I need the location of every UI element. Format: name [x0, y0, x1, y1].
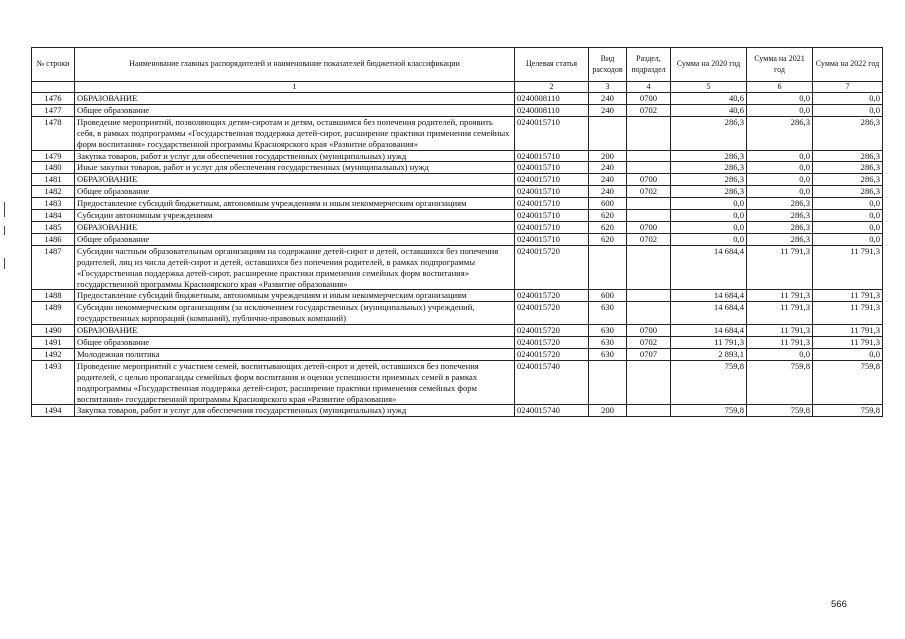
row-number: 1479 [32, 150, 75, 162]
scan-edge-mark [4, 258, 5, 269]
amount-2022: 0,0 [813, 104, 883, 116]
amount-2020: 286,3 [671, 174, 747, 186]
row-name: Общее образование [75, 233, 515, 245]
target-article: 0240008110 [515, 104, 589, 116]
amount-2020: 40,6 [671, 93, 747, 105]
amount-2020: 40,6 [671, 104, 747, 116]
amount-2022: 759,8 [813, 360, 883, 405]
header-row [32, 48, 883, 82]
table-body [32, 93, 883, 417]
section-code: 0702 [627, 233, 671, 245]
row-number: 1493 [32, 360, 75, 405]
col-number: 6 [747, 82, 813, 93]
section-code [627, 360, 671, 405]
row-name: Общее образование [75, 104, 515, 116]
target-article: 0240015720 [515, 348, 589, 360]
row-number: 1477 [32, 104, 75, 116]
row-name: ОБРАЗОВАНИЕ [75, 325, 515, 337]
row-number: 1481 [32, 174, 75, 186]
section-code [627, 302, 671, 325]
expense-type: 620 [589, 210, 627, 222]
amount-2021: 759,8 [747, 360, 813, 405]
row-name: ОБРАЗОВАНИЕ [75, 174, 515, 186]
amount-2021: 286,3 [747, 210, 813, 222]
expense-type [589, 116, 627, 150]
section-code: 0702 [627, 104, 671, 116]
amount-2020: 759,8 [671, 360, 747, 405]
table-row [32, 198, 883, 210]
row-number: 1491 [32, 337, 75, 349]
column-number-row [32, 82, 883, 93]
target-article: 0240008110 [515, 93, 589, 105]
row-name: Субсидии автономным учреждениям [75, 210, 515, 222]
amount-2020: 11 791,3 [671, 337, 747, 349]
amount-2020: 14 684,4 [671, 302, 747, 325]
amount-2021: 0,0 [747, 174, 813, 186]
row-name: Субсидии частным образовательным организациям на содержание детей-сирот и детей, оставшихся без попечения родителей, лиц из числа детей-сирот и детей, оставшихся без попечения родителей, в рамках подпрограммы «Государственная поддержка детей-сирот, расширение практики применения семейных форм воспитания» государственной программы Красноярского края «Развитие образования» [75, 245, 515, 290]
row-name: ОБРАЗОВАНИЕ [75, 221, 515, 233]
amount-2020: 2 893,1 [671, 348, 747, 360]
amount-2022: 286,3 [813, 116, 883, 150]
amount-2022: 0,0 [813, 198, 883, 210]
row-number: 1487 [32, 245, 75, 290]
row-number: 1489 [32, 302, 75, 325]
col-number: 7 [813, 82, 883, 93]
row-number: 1494 [32, 405, 75, 417]
amount-2021: 286,3 [747, 233, 813, 245]
header-2021: Сумма на 2021 год [747, 48, 813, 82]
table-row [32, 245, 883, 290]
amount-2022: 11 791,3 [813, 302, 883, 325]
amount-2022: 11 791,3 [813, 337, 883, 349]
amount-2021: 11 791,3 [747, 245, 813, 290]
section-code: 0700 [627, 325, 671, 337]
amount-2022: 286,3 [813, 162, 883, 174]
table-row [32, 302, 883, 325]
row-number: 1476 [32, 93, 75, 105]
header-section: Раздел, подраздел [627, 48, 671, 82]
expense-type: 620 [589, 233, 627, 245]
amount-2021: 0,0 [747, 150, 813, 162]
table-row [32, 221, 883, 233]
row-name: Проведение мероприятий, позволяющих детям-сиротам и детям, оставшимся без попечения родителей, проявить себя, в рамках подпрограммы «Государственная поддержка детей-сирот, расширение практики применения семейных форм воспитания» государственной программы Красноярского края «Развитие образования» [75, 116, 515, 150]
expense-type: 600 [589, 290, 627, 302]
expense-type: 200 [589, 405, 627, 417]
section-code: 0700 [627, 174, 671, 186]
col-number [32, 82, 75, 93]
row-number: 1488 [32, 290, 75, 302]
amount-2020: 286,3 [671, 186, 747, 198]
header-row-no: № строки [32, 48, 75, 82]
amount-2022: 11 791,3 [813, 245, 883, 290]
amount-2021: 286,3 [747, 116, 813, 150]
target-article: 0240015740 [515, 405, 589, 417]
target-article: 0240015710 [515, 174, 589, 186]
amount-2020: 0,0 [671, 221, 747, 233]
table-row [32, 233, 883, 245]
row-number: 1486 [32, 233, 75, 245]
expense-type: 630 [589, 348, 627, 360]
amount-2021: 11 791,3 [747, 302, 813, 325]
row-number: 1490 [32, 325, 75, 337]
target-article: 0240015720 [515, 337, 589, 349]
table-row [32, 93, 883, 105]
section-code: 0707 [627, 348, 671, 360]
row-name: Закупка товаров, работ и услуг для обеспечения государственных (муниципальных) нужд [75, 150, 515, 162]
section-code [627, 245, 671, 290]
amount-2021: 11 791,3 [747, 337, 813, 349]
row-number: 1482 [32, 186, 75, 198]
section-code: 0702 [627, 337, 671, 349]
amount-2020: 0,0 [671, 198, 747, 210]
amount-2021: 0,0 [747, 186, 813, 198]
row-number: 1480 [32, 162, 75, 174]
amount-2020: 0,0 [671, 210, 747, 222]
table-row [32, 116, 883, 150]
table-row [32, 150, 883, 162]
target-article: 0240015720 [515, 245, 589, 290]
col-number: 5 [671, 82, 747, 93]
amount-2020: 14 684,4 [671, 245, 747, 290]
expense-type: 630 [589, 337, 627, 349]
row-name: ОБРАЗОВАНИЕ [75, 93, 515, 105]
table-row [32, 360, 883, 405]
page-number: 566 [831, 599, 847, 610]
header-2020: Сумма на 2020 год [671, 48, 747, 82]
budget-table [31, 47, 883, 417]
target-article: 0240015710 [515, 210, 589, 222]
row-name: Молодежная политика [75, 348, 515, 360]
expense-type: 240 [589, 93, 627, 105]
row-name: Закупка товаров, работ и услуг для обеспечения государственных (муниципальных) нужд [75, 405, 515, 417]
section-code [627, 116, 671, 150]
table-row [32, 174, 883, 186]
amount-2022: 11 791,3 [813, 325, 883, 337]
amount-2022: 0,0 [813, 221, 883, 233]
row-number: 1484 [32, 210, 75, 222]
table-row [32, 104, 883, 116]
amount-2022: 0,0 [813, 210, 883, 222]
table-row [32, 162, 883, 174]
col-number: 4 [627, 82, 671, 93]
section-code [627, 290, 671, 302]
row-name: Общее образование [75, 186, 515, 198]
row-number: 1483 [32, 198, 75, 210]
target-article: 0240015720 [515, 290, 589, 302]
expense-type: 240 [589, 104, 627, 116]
amount-2022: 286,3 [813, 186, 883, 198]
target-article: 0240015740 [515, 360, 589, 405]
target-article: 0240015710 [515, 162, 589, 174]
target-article: 0240015710 [515, 221, 589, 233]
header-target: Целевая статья [515, 48, 589, 82]
target-article: 0240015710 [515, 150, 589, 162]
amount-2021: 0,0 [747, 162, 813, 174]
amount-2020: 286,3 [671, 116, 747, 150]
row-name: Предоставление субсидий бюджетным, автономным учреждениям и иным некоммерческим организациям [75, 290, 515, 302]
amount-2020: 286,3 [671, 150, 747, 162]
row-number: 1478 [32, 116, 75, 150]
amount-2021: 11 791,3 [747, 325, 813, 337]
section-code [627, 198, 671, 210]
amount-2020: 14 684,4 [671, 325, 747, 337]
amount-2022: 11 791,3 [813, 290, 883, 302]
amount-2022: 286,3 [813, 174, 883, 186]
row-name: Предоставление субсидий бюджетным, автономным учреждениям и иным некоммерческим организациям [75, 198, 515, 210]
header-name: Наименование главных распорядителей и наименование показателей бюджетной классификации [75, 48, 515, 82]
amount-2020: 286,3 [671, 162, 747, 174]
row-number: 1492 [32, 348, 75, 360]
amount-2022: 759,8 [813, 405, 883, 417]
row-name: Иные закупки товаров, работ и услуг для обеспечения государственных (муниципальных) нужд [75, 162, 515, 174]
section-code [627, 150, 671, 162]
expense-type [589, 360, 627, 405]
row-name: Проведение мероприятий с участием семей, воспитывающих детей-сирот и детей, оставшихся без попечения родителей, с целью пропаганды семейных форм воспитания и оценки успешности приемных семей в рамках подпрограммы «Государственная поддержка детей-сирот, расширение практики применения семейных форм воспитания» государственной программы Красноярского края «Развитие образования» [75, 360, 515, 405]
table-row [32, 337, 883, 349]
section-code [627, 405, 671, 417]
expense-type: 630 [589, 325, 627, 337]
amount-2020: 0,0 [671, 233, 747, 245]
expense-type: 240 [589, 174, 627, 186]
amount-2021: 759,8 [747, 405, 813, 417]
scan-edge-mark [4, 202, 5, 217]
col-number: 3 [589, 82, 627, 93]
section-code [627, 162, 671, 174]
header-expense-type: Вид расходов [589, 48, 627, 82]
col-number: 2 [515, 82, 589, 93]
table-row [32, 210, 883, 222]
expense-type: 240 [589, 162, 627, 174]
scan-edge-mark [4, 226, 5, 235]
expense-type [589, 245, 627, 290]
target-article: 0240015720 [515, 302, 589, 325]
target-article: 0240015710 [515, 233, 589, 245]
amount-2021: 11 791,3 [747, 290, 813, 302]
table-row [32, 405, 883, 417]
expense-type: 240 [589, 186, 627, 198]
section-code: 0700 [627, 93, 671, 105]
row-name: Субсидии некоммерческим организациям (за исключением государственных (муниципальных) учреждений, государственных корпораций (компаний), публично-правовых компаний) [75, 302, 515, 325]
section-code [627, 210, 671, 222]
amount-2020: 759,8 [671, 405, 747, 417]
target-article: 0240015710 [515, 198, 589, 210]
header-2022: Сумма на 2022 год [813, 48, 883, 82]
table-row [32, 290, 883, 302]
table-row [32, 186, 883, 198]
amount-2021: 286,3 [747, 198, 813, 210]
expense-type: 200 [589, 150, 627, 162]
table-row [32, 325, 883, 337]
amount-2021: 0,0 [747, 104, 813, 116]
expense-type: 630 [589, 302, 627, 325]
expense-type: 620 [589, 221, 627, 233]
amount-2021: 0,0 [747, 93, 813, 105]
amount-2020: 14 684,4 [671, 290, 747, 302]
row-number: 1485 [32, 221, 75, 233]
target-article: 0240015710 [515, 186, 589, 198]
amount-2022: 0,0 [813, 348, 883, 360]
target-article: 0240015720 [515, 325, 589, 337]
amount-2022: 0,0 [813, 233, 883, 245]
amount-2021: 286,3 [747, 221, 813, 233]
amount-2022: 286,3 [813, 150, 883, 162]
amount-2022: 0,0 [813, 93, 883, 105]
target-article: 0240015710 [515, 116, 589, 150]
col-number: 1 [75, 82, 515, 93]
section-code: 0702 [627, 186, 671, 198]
amount-2021: 0,0 [747, 348, 813, 360]
expense-type: 600 [589, 198, 627, 210]
row-name: Общее образование [75, 337, 515, 349]
section-code: 0700 [627, 221, 671, 233]
table-row [32, 348, 883, 360]
